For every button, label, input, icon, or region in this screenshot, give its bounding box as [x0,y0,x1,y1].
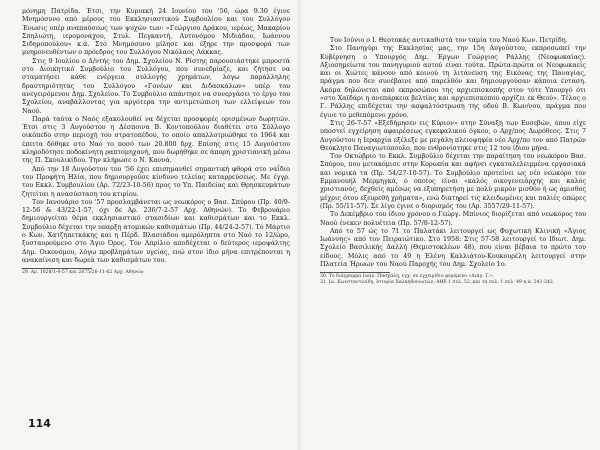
right-paragraph: Το Δεκέμβριο του ίδιου χρόνου ο Γεώργ. Μπίνιος διορίζεται από νεωκόρος του Ναού ένεκεν πολυέτεια (Πρ. 57/8-12-57). [320,211,586,227]
right-paragraph: Στο Πανηγύρι της Εκκλησίας μας, την 15η Αυγούστου, εκπροσωπεί την Κυβέρνηση ο Υπουργός Δημ. Έργων Γεώργιος Ράλλης (Νεοφωκαίας). Αξιοσημείωτα του πανηγυριού αυτού είναι τούτα. Πρώτα-πρώτα οι Νεοφωκαείς και οι Χιώτες κάνουν από κοινού τη λιτάνευση της Εικόνας της Παναγίας, πράγμα που δεν συνέβαινε από παρελθόν και δημιουργούσαν κάποια ένταση. Ακόμα δηλώνεται από εκπροσώπου της αρχιεπισκοπής στον τότε Υπουργό ότι «στο Χαϊδάρι η ανεπάρκεια βελτίας και αρχιεπισκόπου αρχίζει εκ Θεού». Τέλος ο Γ. Ράλλης επιδέχεται την ασφαλτόστρωση της οδού Β. Κων/νου, πράγμα που έγινε το μεθεπόμενο χρόνο. [320,45,586,119]
page-number: 114 [28,417,51,430]
left-page-body [22,8,290,265]
right-paragraph: Τον Ιούνιο ο Ι. Θεοτοκάς αντικαθιστά τον ταμία του Ναού Κων. Πετρίδη. [330,37,568,44]
footnote: 29. Αρ. 1028/1-4-57 και 2675/26-11-62 Αρχ. Αθηνών [22,270,144,276]
right-page [300,0,600,450]
left-paragraph: Παρά ταύτα ο Ναός εξακολουθεί να δέχεται προσφορές ορισμένων δωρητών. Έτσι στις 3 Αυγούστου η Δέσποινα Β. Κοντοπούλου διαθέτει στο Σύλλογο οικόπεδο στην περιοχή του στρατοπέδου, το οποίο απαλλοτριώθηκε το 1964 και έπειτα δόθηκε στο Ναό το ποσό των 20.800 δρχ. Επίσης στις 15 Αυγούστου κληροδότησε ποδοκίνητη ραπτομηχανή, που δωρήθηκε σε άπορη χριστιανική μέσω της Π. Σκουλικίδου. Την κλήρωσε ο Ν. Καννά. [22,115,290,165]
right-paragraph: Στις 26-7-57 «Εξεδήμησεν εις Κύριον» στην Σύναξη των Ευσεβών, όπου είχε υποστεί εγχείρηση αφαιρέσεως εγκεφαλικού όγκου, ο Αρχ/πος Δωρόθεος. Στις 7 Αυγούστου η Ιεραρχία εξέλεξε με μεγάλη πλειοψηφία νέο Αρχ/πο τον από Πατρών Θεόκλητο Παναγιωτόπουλο, που ενθρονίστηκε στις 12 του ίδιου μήνα. [320,119,586,152]
right-page-body [320,37,586,269]
footnote: 31. Ιω. Κωνσταντινίδη, Ιστορία Χαλκηδονιωτών, ΑΘΕ 1 σελ. 52, και τα σελ. 1 σελ. 49 κ.ά. 241-242. [320,280,555,286]
left-paragraph: μόνημη Πατρίδα. Έτσι, την Κυριακή 24 Ιουνίου του '56, ώρα 9.30 έγινε Μνημόσυνο από μέρους του Εκκλησιαστικού Συμβουλίου και του Συλλόγου Ένωσις υπέρ αναπαύσεως των ψυχών των: «Γεώργιου Δράκου, ιερέως, Μακαρίου Σπηλιώτη, ιερομονάχου, Στυλ. Πεγκαντή, Αυτονόμου Μιδιάδου, Ιωάννου Σιδηροπούλου» κ.ά. Στό Μνημόσυνο μίλησε και έξηρε την προσφορά των μνημονευθέντων ο πρόεδρος του Συλλόγου Νικόλαος Λάκκας. [22,8,290,57]
left-paragraph: Στις 9 Ιουλίου ο Δ/ντής του Δημ. Σχολείου Ν. Ρίστης παρουσιάστηκε μπροστά στο Διοικητικό Συμβούλιο του Συλλόγου, που συνεδρίαζε, και ζήτησε να σταματήσει κάθε ενέργεια συλλογής χρημάτων, λόγω παράλληλης δραστηριότητας του Συλλόγου «Γονέων και Διδασκάλων» υπέρ του ανεγειρόμενου Δημ. Σχολείου. Το Συμβούλιο απάντησε να συνεργάσει το έργο του Σχολείου, αναβάλλοντας για αργότερα την αντιμετώπιση των ελλείψεων του Ναού. [22,57,290,115]
right-footnotes [320,272,555,286]
right-paragraph: Τον Οκτώβριο το Εκκλ. Συμβούλιο δέχεται την παραίτηση του νεωκόρου Βασ. Σπύρου, που μετακόμισε στην Κορωπία και αφήνει εγκαταλελειμμένα εργασιακά και νομικά τα (Πρ. 54/27-10-57). Το Συμβούλιο προτείνει ως νέο νεωκόρο τον Εμμανουήλ Μερμηγκά, ο οποίος είναι «καλός οικογενειάρχης και καλός χριστιανός, δεχθείς αμέσως να εξυπηρετήση με πολύ μικρόν μισθόν ή ως άμισθος μέχρις ότου εξευρεθή χρήματα», ενώ διατηρεί τις κλειδωμένες και παλιές οπώρες (Πρ. 55/11-57). Σε λίγο έγινε ο διορισμός του (Αρ. 3557/29-11-57). [320,153,586,210]
footnote: 30. Το διάγραμμα Ιωάν. Πασχάλη, εγχ. σε εγχειρίδιο φερόμενο «Διάγ. Τ.». [320,274,495,280]
left-paragraph: Τον Ιανουάριο του '57 προσλαμβάνεται ως νεωκόρος ο Βασ. Σπύρου (Πρ. 40/9-12-56 & 43/22-1-57, όχι δε Αρ. 236/7-2-57 Αρχ. Αθηνών). Το Φεβρουάριο δημιουργείται θέμα εκκλησιαστικό στασιδίων και καθισμάτων και το Εκκλ. Συμβούλιο δέχεται την υπαρξη ατομικών καθισμάτων (Πρ. 44/24-2-57). Τό Μάρτιο ο Κων. Χατζηπετκάκης και η Πέρδ. Βλασιάδου αμερόληπτα στο Ναό το 12/ώρο, ξυσταυρούμενο στο Άγιο Όρος. Τον Απρίλιο αποδέχεται ο δεύτερος ιεροψάλτης Δημ. Οικονόμου, λόγω προβλημάτων υγείας, ενώ στον ίδιο μήνα επιτρέπονται η ανακαίνιση και δωρεά των καθισμάτων του. [22,198,290,264]
left-footnotes [22,268,144,276]
right-paragraph: Από το 57 ώς το 71 το Παλατάκι λειτουργεί ως Φυχωτική Κλινική «Άγιος Ιωάννης» από τον Πειραιώτικο. Στο 1958: Στις 57-58 λειτουργεί το Ιδιωτ. Δημ. Σχολείο Βασιλικής Δαλλή (Θεμιστοκλέων 48), που είναι βέβαια το πρώτο του είδους. Μόλις από το 49 η Ελένη Καλλιάτου-Κουκουρέλη λειτουργεί στην Πλατεία Ήρωων του Ναού Παροχής του Δημ. Σχολείο 1ο. [320,227,586,269]
left-paragraph: Από την 18 Αυγούστου του '56 έχει επισημανθεί σημαντική φθορά στο ναΐδιο του Προφήτη Ηλία, που δημιουργούσε κίνδυνο τελείας καταρρεύσεως. Με έγγρ. του Εκκλ. Συμβουλίου (Αρ. 72/23-10-56) προς το Υπ. Παιδείας και Θρησκευμάτων ζητείται η ανασύσταση του κτιρίου. [22,165,290,198]
